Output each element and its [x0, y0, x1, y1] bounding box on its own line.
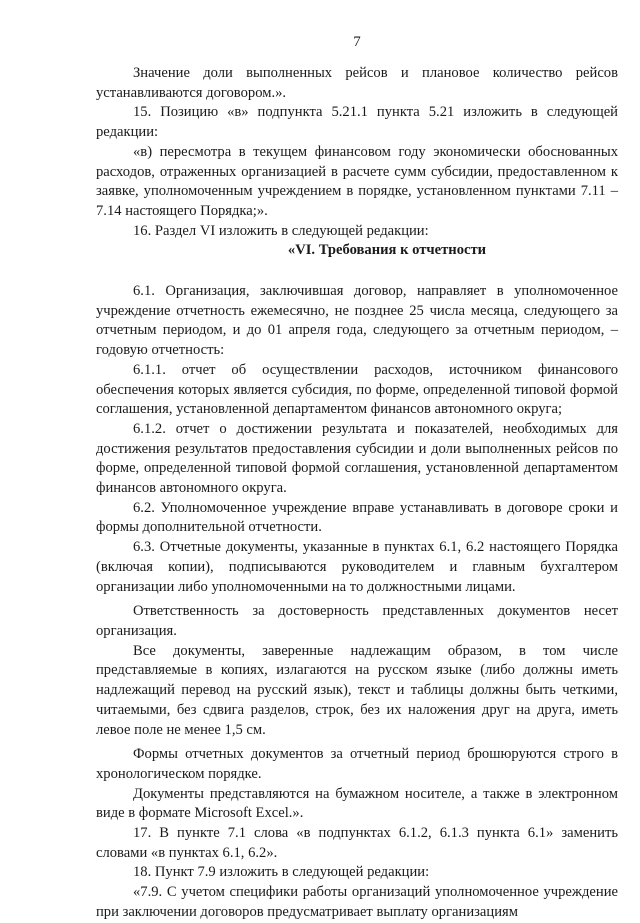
- paragraph-6-1: 6.1. Организация, заключившая договор, направляет в уполномоченное учреждение отчетность ежемесячно, не позднее 25 числа месяца, следующего за отчетным периодом, и до 01 апреля года, следующего за отчетным периодом, – годовую отчетность:: [96, 283, 618, 359]
- paragraph-6-2: 6.2. Уполномоченное учреждение вправе устанавливать в договоре сроки и формы дополнительной отчетности.: [96, 499, 618, 536]
- paragraph-item-18: 18. Пункт 7.9 изложить в следующей редакции:: [133, 864, 430, 881]
- document-body: [96, 64, 618, 923]
- paragraph-forms-binding: Формы отчетных документов за отчетный период брошюруются строго в хронологическом порядке.: [96, 746, 618, 782]
- paragraph-responsibility: Ответственность за достоверность представленных документов несет организация.: [96, 603, 618, 639]
- paragraph-item-15: 15. Позицию «в» подпункта 5.21.1 пункта 5.21 изложить в следующей редакции:: [96, 104, 618, 141]
- section-heading-vi: «VI. Требования к отчетности: [287, 242, 487, 259]
- paragraph-6-1-2: 6.1.2. отчет о достижении результата и показателей, необходимых для достижения результатов предоставления субсидии и доли выполненных рейсов по форме, определенной типовой формой соглашения, установленной департаментом финансов автономного округа.: [96, 420, 618, 497]
- paragraph-item-17: 17. В пункте 7.1 слова «в подпунктах 6.1.2, 6.1.3 пункта 6.1» заменить словами «в пунктах 6.1, 6.2».: [96, 825, 618, 861]
- paragraph-fleet-share-note: Значение доли выполненных рейсов и плановое количество рейсов устанавливаются договором.».: [96, 65, 618, 101]
- paragraph-item-15-text: «в) пересмотра в текущем финансовом году экономически обоснованных расходов, отраженных организацией в расчете сумм субсидии, предоставленном к заявке, уполномоченным учреждением в порядке, установленном пунктами 7.11 – 7.14 настоящего Порядка;».: [96, 143, 618, 219]
- paragraph-item-16: 16. Раздел VI изложить в следующей редакции:: [133, 222, 429, 239]
- paragraph-documents-language: Все документы, заверенные надлежащим образом, в том числе представляемые в копиях, излагаются на русском языке (либо должны иметь надлежащий перевод на русский язык), текст и таблицы должны быть четкими, читаемыми, без сдвига разделов, строк, без их наложения друг на друга, иметь левое поле не менее 1,5 см.: [96, 642, 618, 738]
- paragraph-6-1-1: 6.1.1. отчет об осуществлении расходов, источником финансового обеспечения которых является субсидия, по форме, определенной типовой формой соглашения, установленной департаментом финансов автономного округа;: [96, 361, 618, 418]
- paragraph-documents-format: Документы представляются на бумажном носителе, а также в электронном виде в формате Microsoft Excel.».: [96, 785, 618, 822]
- page-number: 7: [353, 34, 361, 50]
- paragraph-6-3: 6.3. Отчетные документы, указанные в пунктах 6.1, 6.2 настоящего Порядка (включая копии), подписываются руководителем и главным бухгалтером организации либо уполномоченными на то должностными лицами.: [96, 539, 618, 595]
- paragraph-7-9: «7.9. С учетом специфики работы организаций уполномоченное учреждение при заключении договоров предусматривает выплату организациям: [96, 884, 618, 920]
